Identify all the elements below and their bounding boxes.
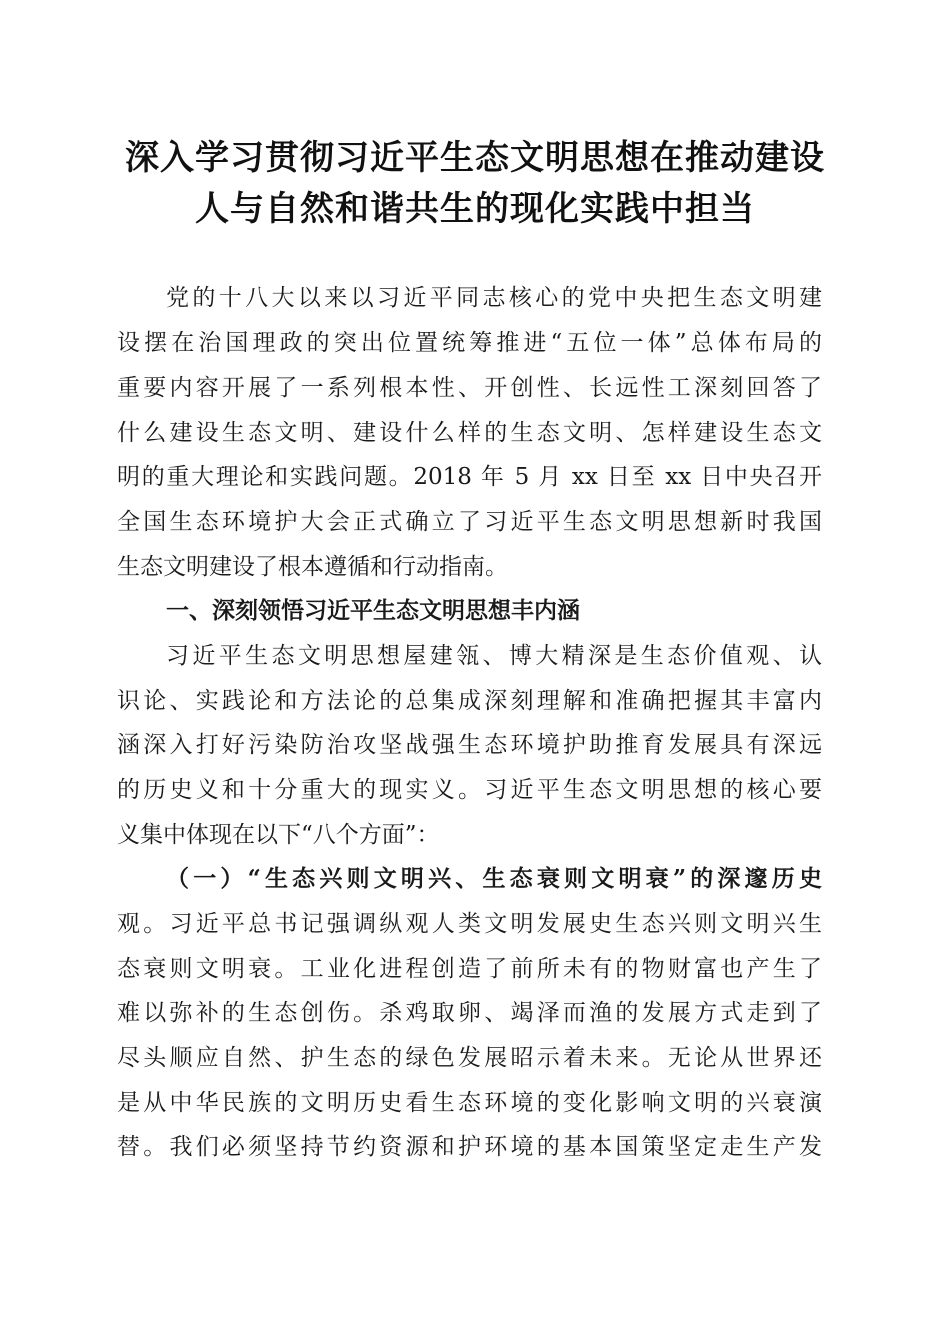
document-title-line-1: 深入学习贯彻习近平生态文明思想在推动建设 xyxy=(125,138,825,178)
paragraph-2-line-2: 识论、实践论和方法论的总集成深刻理解和准确把握其丰富内 xyxy=(117,688,822,714)
paragraph-2-line-3: 涵深入打好污染防治攻坚战强生态环境护助推育发展具有深远 xyxy=(117,732,822,758)
paragraph-3-line-3: 难以弥补的生态创伤。杀鸡取卵、竭泽而渔的发展方式走到了 xyxy=(117,1000,822,1026)
paragraph-1-line-5: 明的重大理论和实践问题。2018 年 5 月 xx 日至 xx 日中央召开 xyxy=(117,464,822,490)
paragraph-1-line-2: 设摆在治国理政的突出位置统筹推进“五位一体”总体布局的 xyxy=(117,330,822,356)
paragraph-3-line-4: 尽头顺应自然、护生态的绿色发展昭示着未来。无论从世界还 xyxy=(117,1045,822,1071)
paragraph-3-line-6: 替。我们必须坚持节约资源和护环境的基本国策坚定走生产发 xyxy=(117,1134,822,1160)
paragraph-2-line-1: 习近平生态文明思想屋建瓴、博大精深是生态价值观、认 xyxy=(166,643,822,669)
paragraph-2-line-4: 的历史义和十分重大的现实义。习近平生态文明思想的核心要 xyxy=(117,777,822,803)
paragraph-1-line-7: 生态文明建设了根本遵循和行动指南。 xyxy=(117,554,508,580)
paragraph-3-line-1: 观。习近平总书记强调纵观人类文明发展史生态兴则文明兴生 xyxy=(117,911,822,937)
paragraph-3-line-5: 是从中华民族的文明历史看生态环境的变化影响文明的兴衰演 xyxy=(117,1090,822,1116)
paragraph-1-line-3: 重要内容开展了一系列根本性、开创性、长远性工深刻回答了 xyxy=(117,375,822,401)
paragraph-1-line-4: 什么建设生态文明、建设什么样的生态文明、怎样建设生态文 xyxy=(117,420,822,446)
document-title-line-2: 人与自然和谐共生的现化实践中担当 xyxy=(195,189,755,229)
paragraph-2-line-5: 义集中体现在以下“八个方面”： xyxy=(117,822,440,848)
paragraph-3-line-2: 态衰则文明衰。工业化进程创造了前所未有的物财富也产生了 xyxy=(117,956,822,982)
subsection-heading-1: （一）“生态兴则文明兴、生态衰则文明衰”的深邃历史 xyxy=(166,865,822,892)
section-heading-1: 一、深刻领悟习近平生态文明思想丰内涵 xyxy=(166,598,580,624)
paragraph-1-line-6: 全国生态环境护大会正式确立了习近平生态文明思想新时我国 xyxy=(117,509,822,535)
paragraph-1-line-1: 党的十八大以来以习近平同志核心的党中央把生态文明建 xyxy=(166,285,822,311)
